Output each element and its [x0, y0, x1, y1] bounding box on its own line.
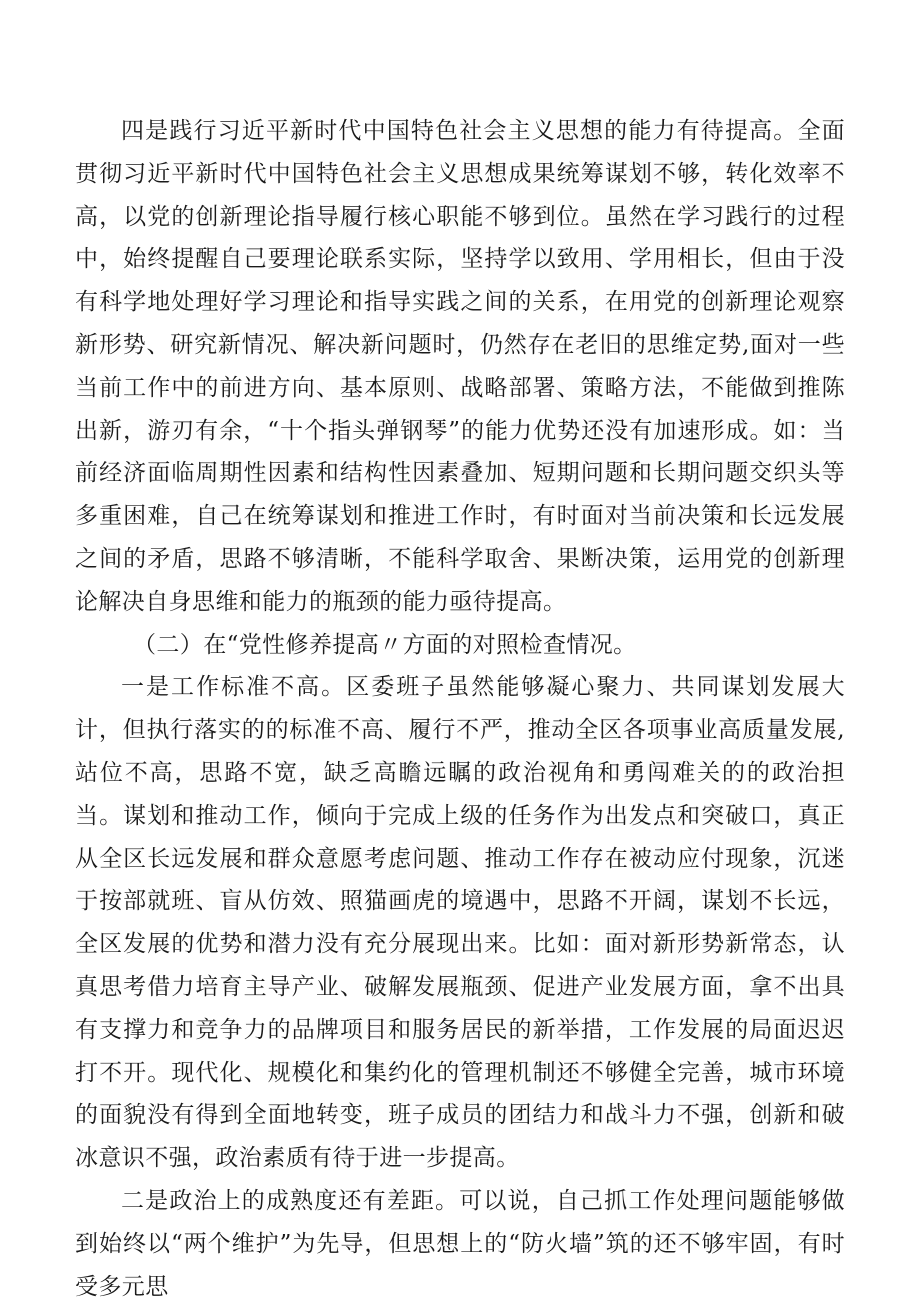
document-body — [75, 110, 845, 1308]
paragraph-capability: 四是践行习近平新时代中国特色社会主义思想的能力有待提高。全面贯彻习近平新时代中国特色社会主义思想成果统筹谋划不够，转化效率不高，以党的创新理论指导履行核心职能不够到位。虽然在学习践行的过程中，始终提醒自己要理论联系实际，坚持学以致用、学用相长，但由于没有科学地处理好学习理论和指导实践之间的关系，在用党的创新理论观察新形势、研究新情况、解决新问题时，仍然存在老旧的思维定势,面对一些当前工作中的前进方向、基本原则、战略部署、策略方法，不能做到推陈出新，游刃有余，“十个指头弹钢琴”的能力优势还没有加速形成。如：当前经济面临周期性因素和结构性因素叠加、短期问题和长期问题交织头等多重困难，自己在统筹谋划和推进工作时，有时面对当前决策和长远发展之间的矛盾，思路不够清晰，不能科学取舍、果断决策，运用党的创新理论解决自身思维和能力的瓶颈的能力亟待提高。 — [75, 118, 845, 615]
paragraph-work-standard: 一是工作标准不高。区委班子虽然能够凝心聚力、共同谋划发展大计，但执行落实的的标准不高、履行不严，推动全区各项事业高质量发展,站位不高，思路不宽，缺乏高瞻远瞩的政治视角和勇闯难关的的政治担当。谋划和推动工作，倾向于完成上级的任务作为出发点和突破口，真正从全区长远发展和群众意愿考虑问题、推动工作存在被动应付现象，沉迷于按部就班、盲从仿效、照猫画虎的境遇中，思路不开阔，谋划不长远，全区发展的优势和潜力没有充分展现出来。比如：面对新形势新常态，认真思考借力培育主导产业、破解发展瓶颈、促进产业发展方面，拿不出具有支撑力和竞争力的品牌项目和服务居民的新举措，工作发展的局面迟迟打不开。现代化、规模化和集约化的管理机制还不够健全完善，城市环境的面貌没有得到全面地转变，班子成员的团结力和战斗力不强，创新和破冰意识不强，政治素质有待于进一步提高。 — [75, 674, 845, 1172]
paragraph-political-maturity: 二是政治上的成熟度还有差距。可以说，自己抓工作处理问题能够做到始终以“两个维护”为先导，但思想上的“防火墙”筑的还不够牢固，有时受多元思 — [75, 1187, 845, 1300]
section-heading: （二）在“党性修养提高〃方面的对照检查情况。 — [133, 631, 637, 658]
